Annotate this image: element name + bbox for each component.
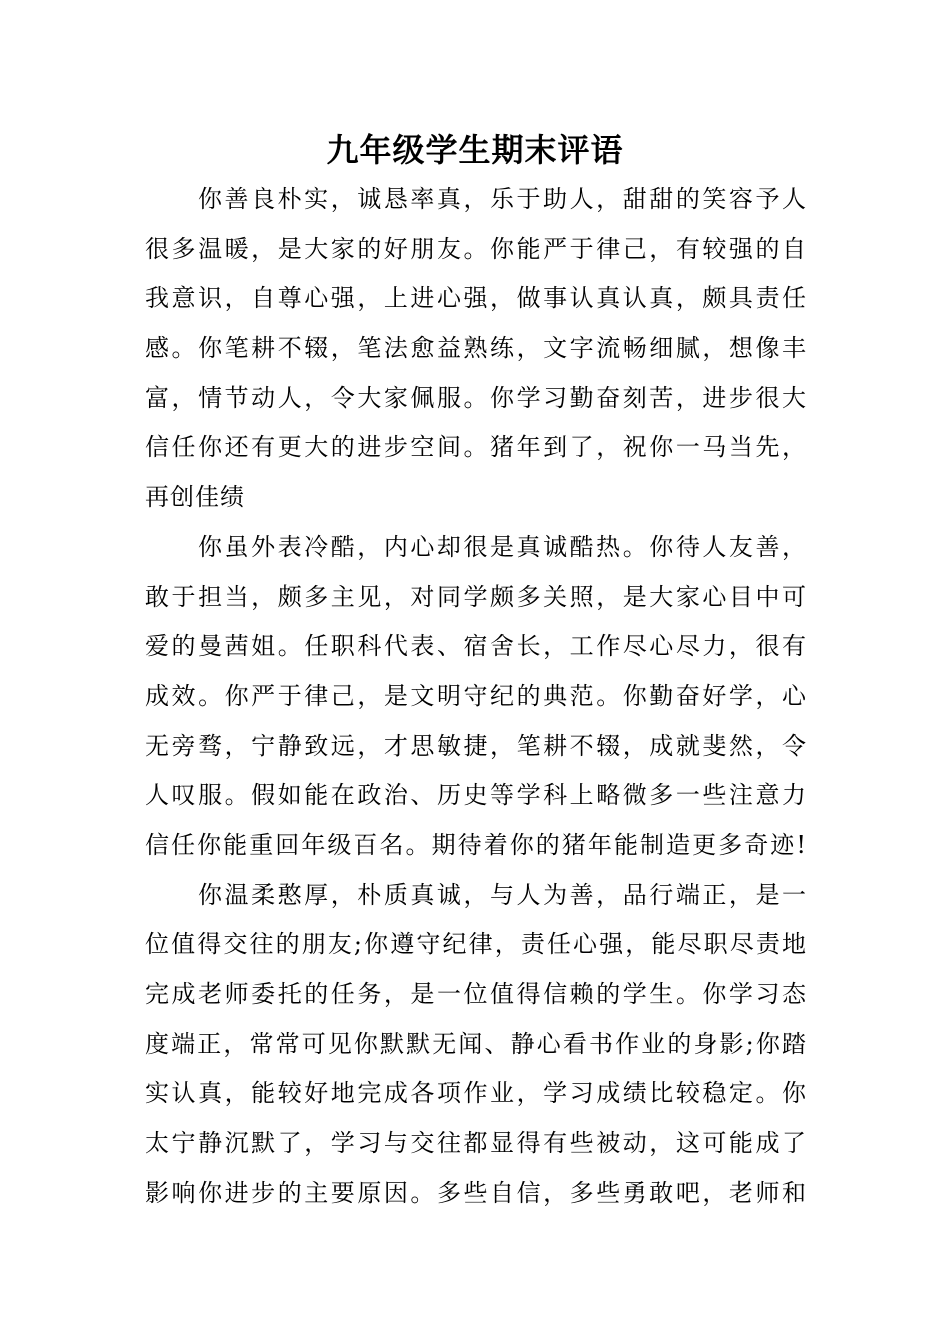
paragraph-1-line-3: 我意识，自尊心强，上进心强，做事认真认真，颇具责任	[145, 284, 807, 313]
paragraph-2-line-4: 成效。你严于律己，是文明守纪的典范。你勤奋好学，心	[145, 681, 807, 710]
paragraph-2-line-6: 人叹服。假如能在政治、历史等学科上略微多一些注意力	[145, 781, 807, 810]
document-body	[145, 176, 807, 1219]
paragraph-3-line-5: 实认真，能较好地完成各项作业，学习成绩比较稳定。你	[145, 1079, 807, 1108]
paragraph-1-line-7: 再创佳绩	[145, 483, 245, 512]
paragraph-1-line-5: 富，情节动人，令大家佩服。你学习勤奋刻苦，进步很大	[145, 383, 807, 412]
paragraph-3-line-1: 你温柔憨厚，朴质真诚，与人为善，品行端正，是一	[198, 880, 807, 909]
paragraph-3-line-7: 影响你进步的主要原因。多些自信，多些勇敢吧，老师和	[145, 1178, 807, 1207]
paragraph-3-line-4: 度端正，常常可见你默默无闻、静心看书作业的身影;你踏	[145, 1029, 807, 1058]
paragraph-3-line-2: 位值得交往的朋友;你遵守纪律，责任心强，能尽职尽责地	[145, 930, 807, 959]
paragraph-1-line-2: 很多温暖，是大家的好朋友。你能严于律己，有较强的自	[145, 234, 807, 263]
paragraph-2-line-7: 信任你能重回年级百名。期待着你的猪年能制造更多奇迹!	[145, 830, 807, 859]
paragraph-2-line-5: 无旁骛，宁静致远，才思敏捷，笔耕不辍，成就斐然，令	[145, 731, 807, 760]
paragraph-3-line-3: 完成老师委托的任务，是一位值得信赖的学生。你学习态	[145, 980, 807, 1008]
paragraph-3-line-6: 太宁静沉默了，学习与交往都显得有些被动，这可能成了	[145, 1129, 807, 1158]
paragraph-2-line-3: 爱的曼茜姐。任职科代表、宿舍长，工作尽心尽力，很有	[145, 632, 807, 661]
paragraph-1-line-6: 信任你还有更大的进步空间。猪年到了，祝你一马当先，	[145, 433, 807, 462]
paragraph-1-line-1: 你善良朴实，诚恳率真，乐于助人，甜甜的笑容予人	[198, 185, 807, 213]
document-title: 九年级学生期末评语	[326, 131, 624, 169]
paragraph-2-line-1: 你虽外表冷酷，内心却很是真诚酷热。你待人友善，	[198, 532, 807, 561]
paragraph-2-line-2: 敢于担当，颇多主见，对同学颇多关照，是大家心目中可	[145, 582, 807, 611]
paragraph-1-line-4: 感。你笔耕不辍，笔法愈益熟练，文字流畅细腻，想像丰	[145, 334, 807, 363]
